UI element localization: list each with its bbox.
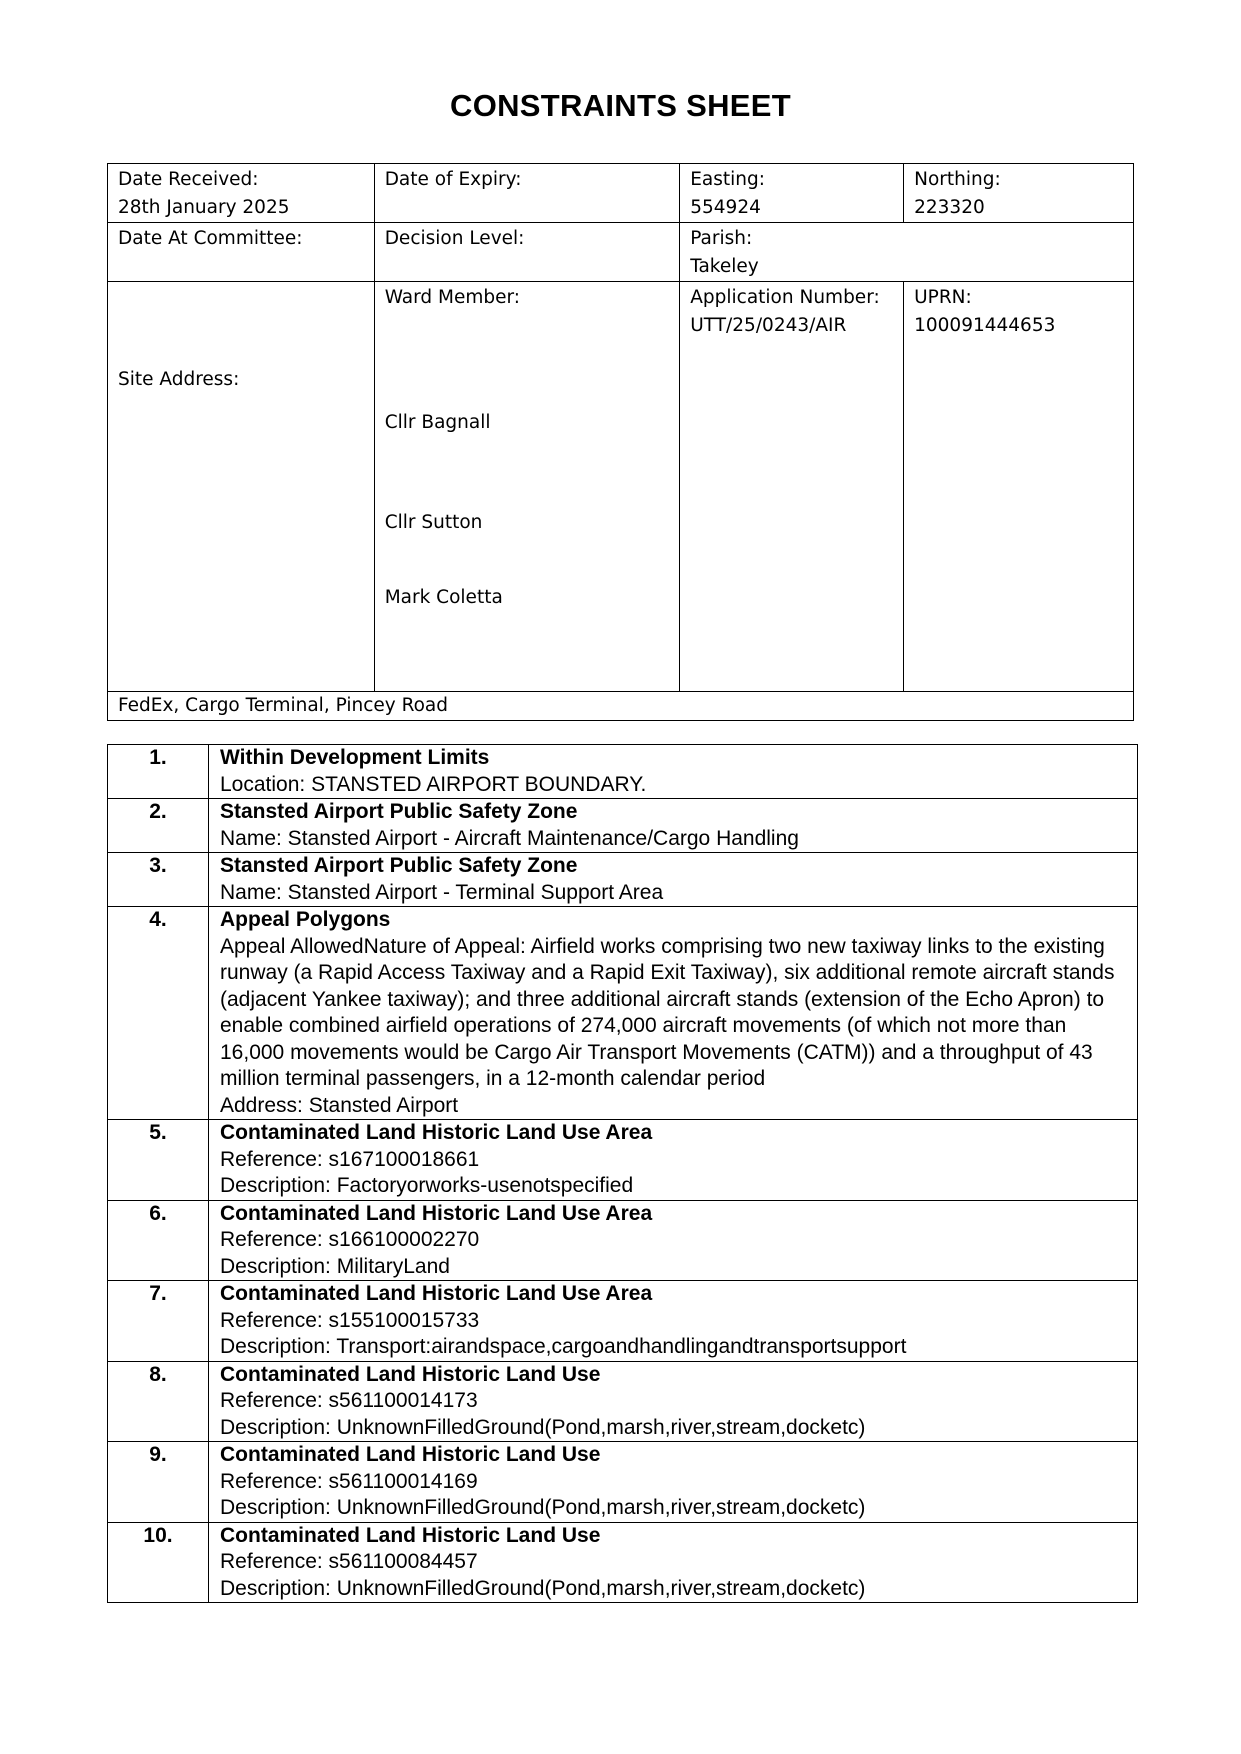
constraint-title: Contaminated Land Historic Land Use: [220, 1523, 601, 1547]
date-received-cell: [108, 164, 375, 223]
constraint-title: Contaminated Land Historic Land Use Area: [220, 1121, 653, 1144]
application-number-cell: [680, 282, 904, 692]
constraint-number: 5.: [108, 1120, 209, 1201]
constraint-title: Appeal Polygons: [220, 908, 391, 931]
constraint-detail: Address: Stansted Airport: [220, 1093, 459, 1117]
constraint-detail: Description: MilitaryLand: [220, 1254, 450, 1278]
constraint-detail: Reference: s561100014169: [220, 1469, 478, 1493]
constraint-body: [209, 1361, 1138, 1442]
constraint-body: [209, 853, 1138, 907]
constraint-number: 1.: [108, 745, 209, 799]
ward-member-1: Cllr Bagnall: [384, 412, 491, 433]
page-title: CONSTRAINTS SHEET: [450, 88, 791, 123]
easting-cell: [680, 164, 904, 223]
constraint-detail: Description: Factoryorworks-usenotspecified: [220, 1174, 634, 1197]
date-received-label: Date Received:: [118, 169, 259, 190]
info-row-3: [108, 282, 1134, 692]
constraint-detail: Appeal AllowedNature of Appeal: Airfield works comprising two new taxiway links to the existing runway (a Rapid Access Taxiway and a Rapid Exit Taxiway), six additional remote aircraft stands (adjacent Yankee taxiway); and three additional aircraft stands (extension of the Echo Apron) to enable combined airfield operations of 274,000 aircraft movements (of which not more than 16,000 movements would be Cargo Air Transport Movements (CATM)) and a throughput of 43 million terminal passengers, in a 12-month calendar period: [220, 934, 1115, 1090]
site-address-cell: [108, 692, 1134, 721]
date-committee-label: Date At Committee:: [118, 228, 303, 249]
application-number-label: Application Number:: [690, 287, 880, 308]
constraint-detail: Reference: s155100015733: [220, 1308, 480, 1332]
ward-member-2: Cllr Sutton: [384, 512, 483, 533]
decision-level-label: Decision Level:: [384, 228, 525, 249]
constraint-title: Contaminated Land Historic Land Use Area: [220, 1201, 653, 1225]
constraint-number: 4.: [108, 907, 209, 1120]
constraint-number: 10.: [108, 1522, 209, 1603]
constraint-body: [209, 745, 1138, 799]
constraint-row: [108, 799, 1138, 853]
info-row-4: [108, 692, 1134, 721]
constraint-row: [108, 1200, 1138, 1281]
constraint-row: [108, 1442, 1138, 1523]
constraint-number: 9.: [108, 1442, 209, 1523]
decision-level-cell: [374, 223, 680, 282]
date-committee-cell: [108, 223, 375, 282]
constraint-detail: Reference: s167100018661: [220, 1147, 480, 1171]
constraint-detail: Reference: s166100002270: [220, 1228, 480, 1251]
northing-label: Northing:: [914, 169, 1001, 190]
constraint-row: [108, 745, 1138, 799]
constraint-title: Contaminated Land Historic Land Use: [220, 1362, 601, 1386]
constraint-body: [209, 799, 1138, 853]
constraint-detail: Name: Stansted Airport - Terminal Support Area: [220, 880, 664, 904]
uprn-label: UPRN:: [914, 287, 972, 308]
constraint-detail: Reference: s561100084457: [220, 1550, 478, 1573]
constraint-detail: Reference: s561100014173: [220, 1389, 478, 1412]
constraint-body: [209, 1200, 1138, 1281]
parish-value: Takeley: [690, 256, 759, 277]
constraint-number: 7.: [108, 1281, 209, 1362]
constraint-row: [108, 853, 1138, 907]
northing-cell: [904, 164, 1134, 223]
constraint-row: [108, 1361, 1138, 1442]
constraint-body: [209, 1442, 1138, 1523]
constraint-title: Stansted Airport Public Safety Zone: [220, 800, 578, 823]
constraint-body: [209, 907, 1138, 1120]
info-row-1: [108, 164, 1134, 223]
constraint-detail: Description: UnknownFilledGround(Pond,marsh,river,stream,docketc): [220, 1415, 866, 1439]
northing-value: 223320: [914, 197, 985, 218]
application-number-value: UTT/25/0243/AIR: [690, 315, 847, 336]
constraint-title: Within Development Limits: [220, 746, 490, 769]
easting-value: 554924: [690, 197, 761, 218]
easting-label: Easting:: [690, 169, 765, 190]
ward-member-cell: [374, 282, 680, 692]
ward-member-3: Mark Coletta: [384, 587, 503, 608]
uprn-value: 100091444653: [914, 315, 1056, 336]
info-row-2: [108, 223, 1134, 282]
site-address-label-cell: [108, 282, 375, 692]
constraint-body: [209, 1522, 1138, 1603]
constraint-row: [108, 1522, 1138, 1603]
uprn-cell: [904, 282, 1134, 692]
parish-cell: [680, 223, 1134, 282]
constraint-number: 2.: [108, 799, 209, 853]
parish-label: Parish:: [690, 228, 753, 249]
date-received-value: 28th January 2025: [118, 197, 290, 218]
constraint-title: Contaminated Land Historic Land Use Area: [220, 1282, 653, 1305]
constraint-title: Contaminated Land Historic Land Use: [220, 1443, 601, 1466]
site-address-value: FedEx, Cargo Terminal, Pincey Road: [118, 695, 448, 716]
constraint-row: [108, 907, 1138, 1120]
application-info-table: [107, 163, 1134, 721]
constraint-detail: Description: UnknownFilledGround(Pond,marsh,river,stream,docketc): [220, 1576, 866, 1600]
constraint-number: 6.: [108, 1200, 209, 1281]
constraint-detail: Name: Stansted Airport - Aircraft Maintenance/Cargo Handling: [220, 826, 799, 850]
date-expiry-label: Date of Expiry:: [384, 169, 522, 190]
constraint-body: [209, 1120, 1138, 1201]
constraints-table: [107, 744, 1138, 1603]
constraint-number: 8.: [108, 1361, 209, 1442]
constraint-title: Stansted Airport Public Safety Zone: [220, 854, 578, 877]
date-expiry-cell: [374, 164, 680, 223]
ward-member-label: Ward Member:: [384, 287, 521, 308]
constraint-row: [108, 1281, 1138, 1362]
constraint-row: [108, 1120, 1138, 1201]
constraint-number: 3.: [108, 853, 209, 907]
site-address-label: Site Address:: [118, 369, 240, 390]
constraint-detail: Description: UnknownFilledGround(Pond,marsh,river,stream,docketc): [220, 1496, 866, 1519]
constraint-body: [209, 1281, 1138, 1362]
constraint-detail: Description: Transport:airandspace,cargoandhandlingandtransportsupport: [220, 1335, 907, 1358]
constraint-detail: Location: STANSTED AIRPORT BOUNDARY.: [220, 772, 647, 796]
